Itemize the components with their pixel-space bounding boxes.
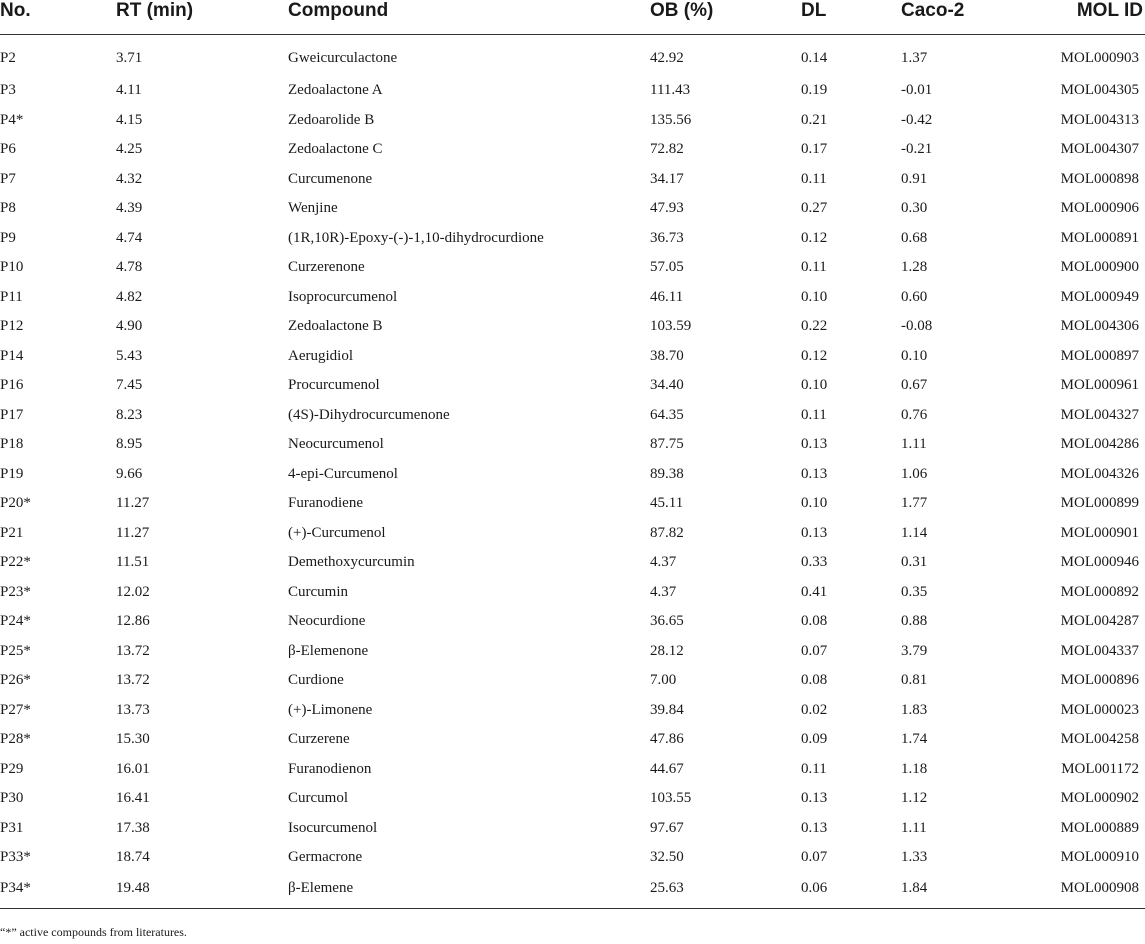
cell-caco2: 0.76 [901,406,928,423]
cell-rt: 11.51 [116,554,150,571]
cell-rt: 7.45 [116,377,143,394]
table-row [0,519,1145,549]
cell-mol-id: MOL004287 [1060,613,1139,630]
cell-caco2: 3.79 [901,642,928,659]
header-dl: DL [801,0,901,35]
cell-no: P23* [0,583,31,600]
cell-caco2: 0.35 [901,583,928,600]
cell-dl: 0.06 [801,873,901,909]
cell-ob: 4.37 [650,554,677,571]
cell-rt: 4.90 [116,318,143,335]
cell-dl: 0.27 [801,200,828,217]
cell-ob: 34.40 [650,377,684,394]
cell-ob: 103.59 [650,318,692,335]
table-row [0,607,1145,637]
cell-rt: 4.82 [116,288,143,305]
cell-ob: 47.93 [650,200,684,217]
cell-caco2: 1.28 [901,259,928,276]
cell-no: P19 [0,465,24,482]
cell-mol-id: MOL000897 [1060,347,1139,364]
cell-compound: Aerugidiol [288,347,353,364]
cell-mol-id: MOL000023 [1060,701,1139,718]
table-row [0,371,1145,401]
cell-ob: 46.11 [650,288,684,305]
table-row [0,283,1145,313]
cell-rt: 4.11 [116,82,142,99]
cell-compound: Furanodienon [288,760,372,777]
cell-dl: 0.13 [801,790,828,807]
cell-rt: 4.15 [116,111,143,128]
table-row [0,253,1145,283]
table-row [0,106,1145,136]
cell-no: P25* [0,642,31,659]
header-caco2: Caco-2 [901,0,1034,35]
cell-dl: 0.08 [801,672,828,689]
cell-compound: Isocurcumenol [288,819,378,836]
cell-dl: 0.07 [801,849,828,866]
cell-ob: 7.00 [650,672,677,689]
cell-compound: β-Elemenone [288,642,369,659]
table-row [0,489,1145,519]
cell-dl: 0.14 [801,50,828,66]
cell-mol-id: MOL000908 [1034,873,1145,909]
cell-no: P7 [0,170,16,187]
cell-caco2: 0.81 [901,672,928,689]
cell-no: P2 [0,50,16,66]
table-row [0,342,1145,372]
header-compound: Compound [288,0,650,35]
cell-mol-id: MOL000896 [1060,672,1139,689]
table-row [0,35,1145,77]
cell-mol-id: MOL004327 [1060,406,1139,423]
cell-no: P17 [0,406,24,423]
cell-dl: 0.13 [801,465,828,482]
cell-rt: 4.74 [116,229,143,246]
cell-no: P20* [0,495,31,512]
cell-mol-id: MOL000892 [1060,583,1139,600]
table-row [0,666,1145,696]
table-row [0,312,1145,342]
cell-compound: Curdione [288,672,344,689]
cell-rt: 11.27 [116,495,150,512]
cell-compound: Zedoalactone B [288,318,383,335]
cell-caco2: 0.10 [901,347,928,364]
cell-no: P33* [0,849,31,866]
table-row [0,401,1145,431]
cell-compound: Zedoarolide B [288,111,375,128]
cell-dl: 0.09 [801,731,828,748]
cell-rt: 9.66 [116,465,143,482]
cell-dl: 0.12 [801,229,828,246]
cell-dl: 0.22 [801,318,828,335]
cell-mol-id: MOL004258 [1060,731,1139,748]
header-rt: RT (min) [116,0,288,35]
cell-mol-id: MOL000949 [1060,288,1139,305]
cell-compound: 4-epi-Curcumenol [288,465,398,482]
table-row [0,637,1145,667]
cell-mol-id: MOL000906 [1060,200,1139,217]
cell-mol-id: MOL000900 [1060,259,1139,276]
cell-compound: Isoprocurcumenol [288,288,398,305]
cell-no: P21 [0,524,24,541]
cell-rt: 4.78 [116,259,143,276]
cell-rt: 13.73 [116,701,150,718]
cell-caco2: 1.74 [901,731,928,748]
cell-caco2: 0.88 [901,613,928,630]
table-row [0,843,1145,873]
cell-mol-id: MOL004305 [1060,82,1139,99]
cell-no: P4* [0,111,24,128]
cell-rt: 4.25 [116,141,143,158]
cell-mol-id: MOL004337 [1060,642,1139,659]
cell-rt: 13.72 [116,672,150,689]
cell-rt: 3.71 [116,50,143,66]
cell-no: P27* [0,701,31,718]
cell-mol-id: MOL004307 [1060,141,1139,158]
cell-caco2: 1.12 [901,790,928,807]
cell-dl: 0.13 [801,436,828,453]
cell-caco2: 0.67 [901,377,928,394]
cell-rt: 8.95 [116,436,143,453]
cell-ob: 64.35 [650,406,684,423]
table-row [0,194,1145,224]
cell-compound: Demethoxycurcumin [288,554,415,571]
table-row [0,460,1145,490]
cell-no: P22* [0,554,31,571]
table-row [0,873,1145,909]
cell-no: P12 [0,318,24,335]
cell-dl: 0.10 [801,495,828,512]
table-row [0,755,1145,785]
cell-no: P34* [0,873,116,909]
cell-caco2: 1.18 [901,760,928,777]
cell-rt: 4.32 [116,170,143,187]
cell-compound: Curcumol [288,790,348,807]
cell-no: P10 [0,259,24,276]
cell-ob: 28.12 [650,642,684,659]
cell-ob: 36.65 [650,613,684,630]
table-row [0,165,1145,195]
cell-dl: 0.17 [801,141,828,158]
cell-no: P18 [0,436,24,453]
cell-mol-id: MOL000903 [1060,50,1139,66]
cell-ob: 97.67 [650,819,684,836]
header-no: No. [0,0,116,35]
cell-caco2: -0.42 [901,111,933,128]
table-row [0,814,1145,844]
cell-dl: 0.21 [801,111,828,128]
cell-compound: Germacrone [288,849,363,866]
cell-no: P30 [0,790,24,807]
cell-mol-id: MOL004306 [1060,318,1139,335]
cell-compound: (+)-Curcumenol [288,524,386,541]
cell-ob: 25.63 [650,873,801,909]
cell-no: P8 [0,200,16,217]
cell-compound: Procurcumenol [288,377,380,394]
cell-compound: Curcumin [288,583,348,600]
cell-caco2: -0.08 [901,318,933,335]
cell-compound: Zedoalactone C [288,141,383,158]
cell-no: P14 [0,347,24,364]
header-row [0,0,1145,35]
cell-compound: (4S)-Dihydrocurcumenone [288,406,450,423]
cell-dl: 0.02 [801,701,828,718]
cell-ob: 34.17 [650,170,684,187]
cell-caco2: -0.21 [901,141,933,158]
table-row [0,76,1145,106]
cell-ob: 44.67 [650,760,684,777]
cell-dl: 0.12 [801,347,828,364]
cell-rt: 16.01 [116,760,150,777]
cell-no: P11 [0,288,23,305]
table-row [0,696,1145,726]
cell-rt: 8.23 [116,406,143,423]
cell-caco2: -0.01 [901,82,933,99]
cell-dl: 0.11 [801,760,827,777]
cell-dl: 0.11 [801,170,827,187]
cell-rt: 11.27 [116,524,150,541]
cell-no: P3 [0,82,16,99]
cell-dl: 0.19 [801,82,828,99]
cell-ob: 39.84 [650,701,684,718]
cell-rt: 4.39 [116,200,143,217]
cell-dl: 0.10 [801,377,828,394]
cell-rt: 18.74 [116,849,150,866]
cell-dl: 0.13 [801,819,828,836]
cell-caco2: 1.37 [901,50,928,66]
cell-ob: 38.70 [650,347,684,364]
cell-compound: (1R,10R)-Epoxy-(-)-1,10-dihydrocurdione [288,229,544,246]
cell-rt: 15.30 [116,731,150,748]
cell-mol-id: MOL000899 [1060,495,1139,512]
cell-no: P26* [0,672,31,689]
table-row [0,725,1145,755]
cell-caco2: 1.83 [901,701,928,718]
cell-mol-id: MOL004313 [1060,111,1139,128]
cell-dl: 0.41 [801,583,828,600]
cell-dl: 0.10 [801,288,828,305]
cell-caco2: 0.60 [901,288,928,305]
cell-mol-id: MOL000961 [1060,377,1139,394]
cell-ob: 135.56 [650,111,692,128]
cell-compound: Neocurcumenol [288,436,384,453]
cell-caco2: 1.14 [901,524,928,541]
cell-compound: Gweicurculactone [288,50,398,66]
cell-caco2: 0.68 [901,229,928,246]
cell-no: P6 [0,141,16,158]
header-mol-id: MOL ID [1034,0,1145,35]
cell-caco2: 1.11 [901,436,927,453]
cell-caco2: 1.11 [901,819,927,836]
table-footnote: “*” active compounds from literatures. [0,925,187,939]
cell-mol-id: MOL000902 [1060,790,1139,807]
table-row [0,135,1145,165]
cell-rt: 12.02 [116,583,150,600]
cell-caco2: 0.30 [901,200,928,217]
cell-ob: 42.92 [650,50,684,66]
cell-ob: 4.37 [650,583,677,600]
cell-caco2: 1.33 [901,849,928,866]
cell-compound: Neocurdione [288,613,366,630]
cell-mol-id: MOL001172 [1061,760,1139,777]
cell-ob: 87.75 [650,436,684,453]
cell-dl: 0.11 [801,259,827,276]
cell-rt: 12.86 [116,613,150,630]
cell-compound: Curzerene [288,731,350,748]
cell-ob: 47.86 [650,731,684,748]
cell-rt: 16.41 [116,790,150,807]
table-row [0,784,1145,814]
cell-compound: (+)-Limonene [288,701,373,718]
cell-ob: 57.05 [650,259,684,276]
cell-compound: Wenjine [288,200,338,217]
cell-compound: Curzerenone [288,259,365,276]
cell-ob: 32.50 [650,849,684,866]
cell-mol-id: MOL000898 [1060,170,1139,187]
cell-mol-id: MOL000901 [1060,524,1139,541]
cell-ob: 87.82 [650,524,684,541]
cell-no: P31 [0,819,24,836]
cell-rt: 5.43 [116,347,143,364]
cell-compound: Furanodiene [288,495,363,512]
cell-caco2: 0.91 [901,170,928,187]
cell-mol-id: MOL004286 [1060,436,1139,453]
cell-ob: 89.38 [650,465,684,482]
cell-compound: β-Elemene [288,873,650,909]
cell-dl: 0.33 [801,554,828,571]
cell-ob: 45.11 [650,495,684,512]
cell-mol-id: MOL000946 [1060,554,1139,571]
cell-dl: 0.13 [801,524,828,541]
cell-no: P9 [0,229,16,246]
table-row [0,548,1145,578]
cell-dl: 0.08 [801,613,828,630]
table-body [0,35,1145,909]
table-row [0,578,1145,608]
cell-rt: 19.48 [116,873,288,909]
cell-ob: 36.73 [650,229,684,246]
cell-mol-id: MOL000891 [1060,229,1139,246]
cell-caco2: 0.31 [901,554,928,571]
cell-ob: 103.55 [650,790,692,807]
cell-compound: Curcumenone [288,170,373,187]
cell-no: P28* [0,731,31,748]
table-row [0,224,1145,254]
cell-dl: 0.07 [801,642,828,659]
cell-mol-id: MOL000889 [1060,819,1139,836]
cell-rt: 17.38 [116,819,150,836]
cell-mol-id: MOL000910 [1060,849,1139,866]
cell-ob: 111.43 [650,82,691,99]
cell-caco2: 1.06 [901,465,928,482]
table-row [0,430,1145,460]
cell-no: P16 [0,377,24,394]
cell-ob: 72.82 [650,141,684,158]
cell-caco2: 1.84 [901,873,1034,909]
cell-no: P29 [0,760,24,777]
cell-rt: 13.72 [116,642,150,659]
cell-no: P24* [0,613,31,630]
cell-mol-id: MOL004326 [1060,465,1139,482]
header-ob: OB (%) [650,0,801,35]
cell-compound: Zedoalactone A [288,82,383,99]
cell-dl: 0.11 [801,406,827,423]
cell-caco2: 1.77 [901,495,928,512]
